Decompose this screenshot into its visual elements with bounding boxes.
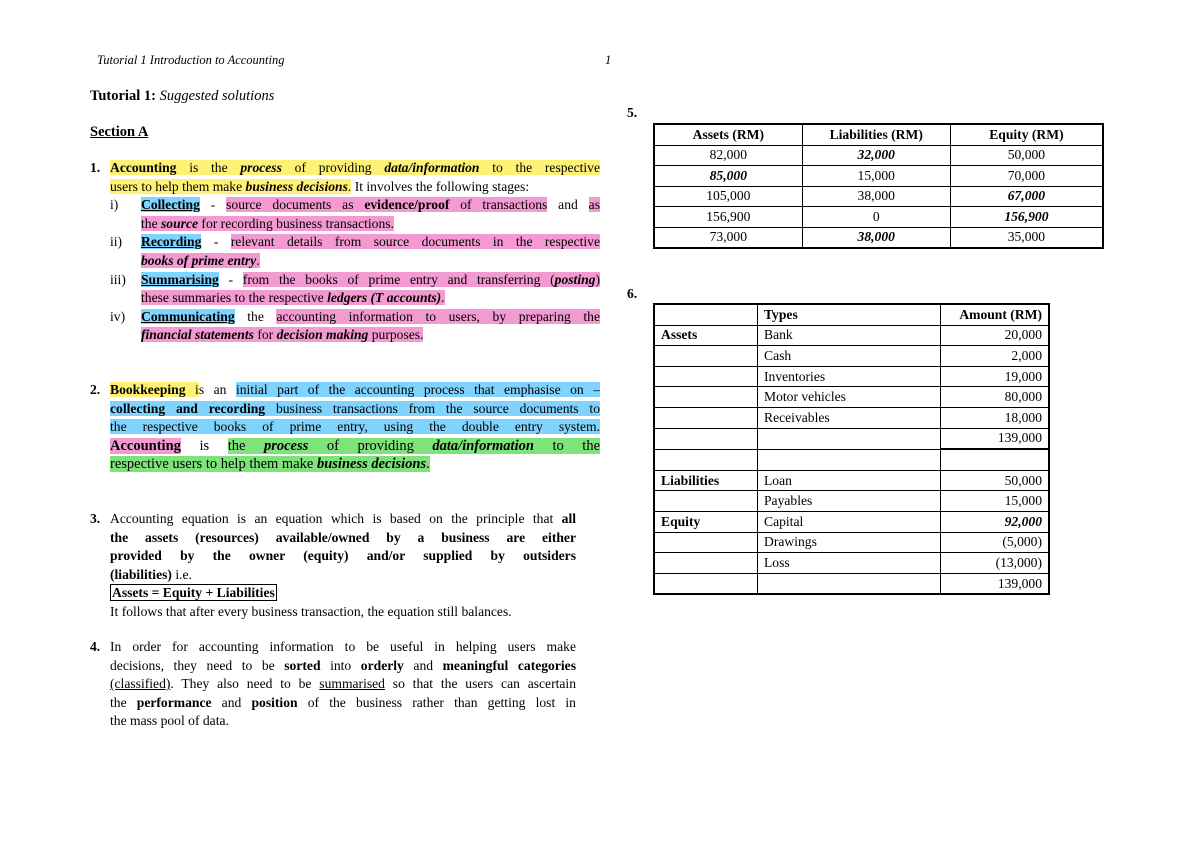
question-4: 4. In order for accounting information to be useful in helping users make decisions, they need to be sorted into orderly and meaningful categories (classified). They also need to be summarised so that the users can ascertain the performance and position of the business rather than getting lost in the mass pool of data. (90, 639, 577, 729)
question-2: 2. Bookkeeping is an initial part of the accounting process that emphasise on – collecting and recording business transactions from the source documents to the respective books of prime entry, using the double entry system. Accounting is the process of providing data/information to the respective users to help them make business decisions. (90, 382, 601, 473)
table-row: Motor vehicles 80,000 (654, 387, 1049, 408)
section-heading: Section A (90, 124, 149, 140)
table-row: Inventories 19,000 (654, 366, 1049, 387)
col-equity: Equity (RM) (950, 124, 1103, 145)
table-row: 105,000 38,000 67,000 (654, 186, 1103, 207)
question-5-table (653, 123, 1104, 249)
table-row: Receivables 18,000 (654, 407, 1049, 428)
question-3: 3. Accounting equation is an equation which is based on the principle that all the assets (resources) available/owned by a business are either provided by the owner (equity) and/or supplied by outsiders (liabilities) i.e. Assets = Equity + Liabilities It follows that after every business transaction, the equation still balances. (90, 511, 576, 619)
header-title: Tutorial 1 Introduction to Accounting (97, 53, 285, 67)
col-types: Types (758, 304, 941, 325)
page-number: 1 (605, 53, 612, 67)
page-header (97, 53, 285, 68)
table-row: Equity Capital 92,000 (654, 511, 1049, 532)
question-6-table (653, 303, 1050, 595)
col-assets: Assets (RM) (654, 124, 802, 145)
col-amount: Amount (RM) (941, 304, 1050, 325)
table-row: 82,000 32,000 50,000 (654, 145, 1103, 166)
table-row: Loss (13,000) (654, 553, 1049, 574)
table-row (654, 449, 1049, 470)
table-row: Liabilities Loan 50,000 (654, 470, 1049, 491)
table-row: 73,000 38,000 35,000 (654, 227, 1103, 248)
table-row: 139,000 (654, 428, 1049, 449)
equation-box: Assets = Equity + Liabilities (112, 585, 275, 601)
table-row: Assets Bank 20,000 (654, 325, 1049, 346)
table-row: Payables 15,000 (654, 491, 1049, 512)
question-5-number: 5. (627, 105, 638, 120)
table-row: 139,000 (654, 573, 1049, 594)
table-row: 85,000 15,000 70,000 (654, 166, 1103, 187)
table-row: 156,900 0 156,900 (654, 207, 1103, 228)
col-liabilities: Liabilities (RM) (802, 124, 950, 145)
question-6-number: 6. (627, 286, 638, 301)
table-row: Drawings (5,000) (654, 532, 1049, 553)
table-row: Cash 2,000 (654, 346, 1049, 367)
question-1: 1. Accounting is the process of providing data/information to the respective users to help them make business decisions. It involves the following stages: i) Collecting - source documents as evidence/proof of transactions and as the source for recording business transactions. ii) Recording - relevant details from source documents in the respective books of prime entry. iii) Summarising - from the books of prime entry and transferring (posting) these summaries to the respective ledgers (T accounts). iv) Communicating the accounting information to users, by preparing the financial statements for decision making purposes. (90, 160, 601, 343)
document-title: Tutorial 1: Suggested solutions (90, 88, 275, 104)
